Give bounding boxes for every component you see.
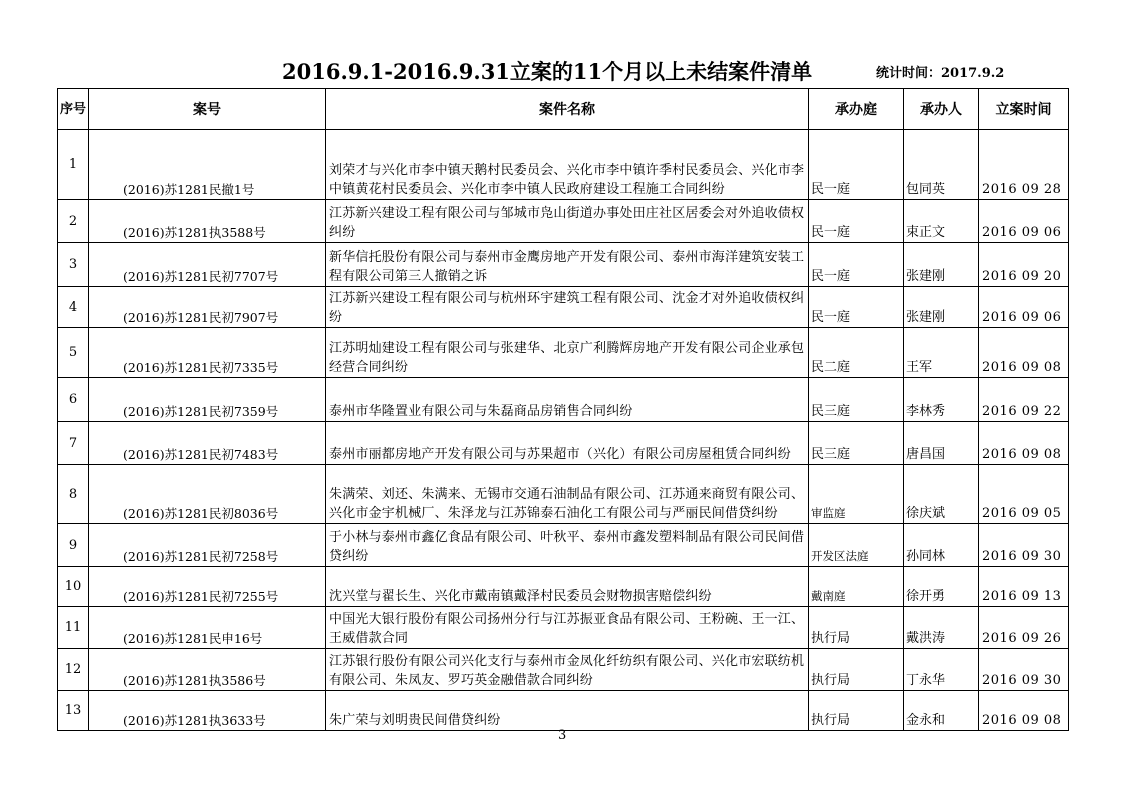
table-header-row [58,89,1069,130]
row-court: 开发区法庭 [809,524,904,567]
row-person: 张建刚 [904,243,979,287]
row-case-name: 泰州市丽都房地产开发有限公司与苏果超市（兴化）有限公司房屋租赁合同纠纷 [326,422,809,465]
row-court: 审监庭 [809,465,904,524]
table-row [58,328,1069,378]
row-person: 金永和 [904,691,979,731]
row-filing-date: 2016 09 28 [979,130,1069,200]
row-person: 丁永华 [904,649,979,691]
row-case-number: (2016)苏1281民初7258号 [89,524,326,567]
row-court: 民二庭 [809,328,904,378]
row-case-name: 江苏银行股份有限公司兴化支行与泰州市金凤化纤纺织有限公司、兴化市宏联纺机有限公司、朱凤友、罗巧英金融借款合同纠纷 [326,649,809,691]
header-filing-date: 立案时间 [979,89,1069,130]
page-number: 3 [558,728,567,743]
row-case-number: (2016)苏1281执3633号 [89,691,326,731]
document-title: 2016.9.1-2016.9.31立案的11个月以上未结案件清单 [282,59,813,84]
row-case-number: (2016)苏1281民申16号 [89,607,326,649]
row-filing-date: 2016 09 30 [979,649,1069,691]
row-person: 徐开勇 [904,567,979,607]
row-person: 唐昌国 [904,422,979,465]
table-row [58,465,1069,524]
row-filing-date: 2016 09 06 [979,287,1069,328]
row-seq: 12 [58,649,89,691]
row-court: 戴南庭 [809,567,904,607]
row-seq: 2 [58,200,89,243]
row-case-number: (2016)苏1281民初7483号 [89,422,326,465]
row-court: 民一庭 [809,287,904,328]
row-case-name: 江苏明灿建设工程有限公司与张建华、北京广利腾辉房地产开发有限公司企业承包经营合同纠纷 [326,328,809,378]
row-case-name: 朱广荣与刘明贵民间借贷纠纷 [326,691,809,731]
row-seq: 4 [58,287,89,328]
row-case-number: (2016)苏1281执3586号 [89,649,326,691]
row-case-name: 中国光大银行股份有限公司扬州分行与江苏振亚食品有限公司、王粉碗、王一江、王威借款合同 [326,607,809,649]
row-seq: 13 [58,691,89,731]
row-person: 王军 [904,328,979,378]
row-case-name: 于小林与泰州市鑫亿食品有限公司、叶秋平、泰州市鑫发塑料制品有限公司民间借贷纠纷 [326,524,809,567]
table-row [58,649,1069,691]
row-case-number: (2016)苏1281民初8036号 [89,465,326,524]
row-person: 戴洪涛 [904,607,979,649]
row-court: 民一庭 [809,200,904,243]
row-case-name: 沈兴堂与翟长生、兴化市戴南镇戴泽村民委员会财物损害赔偿纠纷 [326,567,809,607]
row-court: 执行局 [809,649,904,691]
row-filing-date: 2016 09 08 [979,691,1069,731]
row-court: 民三庭 [809,378,904,422]
row-case-number: (2016)苏1281民初7907号 [89,287,326,328]
row-person: 孙同林 [904,524,979,567]
row-seq: 11 [58,607,89,649]
row-case-name: 泰州市华隆置业有限公司与朱磊商品房销售合同纠纷 [326,378,809,422]
header-case-number: 案号 [89,89,326,130]
row-case-number: (2016)苏1281民初7335号 [89,328,326,378]
row-court: 民三庭 [809,422,904,465]
row-seq: 8 [58,465,89,524]
row-seq: 7 [58,422,89,465]
row-filing-date: 2016 09 13 [979,567,1069,607]
row-seq: 10 [58,567,89,607]
row-case-number: (2016)苏1281民初7255号 [89,567,326,607]
row-filing-date: 2016 09 05 [979,465,1069,524]
row-court: 民一庭 [809,243,904,287]
table-row [58,607,1069,649]
row-case-name: 朱满荣、刘还、朱满来、无锡市交通石油制品有限公司、江苏通来商贸有限公司、兴化市金宇机械厂、朱泽龙与江苏锦泰石油化工有限公司与严丽民间借贷纠纷 [326,465,809,524]
row-filing-date: 2016 09 26 [979,607,1069,649]
row-case-number: (2016)苏1281民撤1号 [89,130,326,200]
table-row [58,130,1069,200]
case-table [57,88,1069,731]
table-row [58,200,1069,243]
table-row [58,691,1069,731]
row-person: 包同英 [904,130,979,200]
row-seq: 1 [58,130,89,200]
header-seq: 序号 [58,89,89,130]
table-row [58,567,1069,607]
row-person: 张建刚 [904,287,979,328]
row-filing-date: 2016 09 30 [979,524,1069,567]
row-case-number: (2016)苏1281民初7707号 [89,243,326,287]
row-case-name: 江苏新兴建设工程有限公司与邹城市凫山街道办事处田庄社区居委会对外追收债权纠纷 [326,200,809,243]
header-court: 承办庭 [809,89,904,130]
table-row [58,378,1069,422]
row-person: 徐庆斌 [904,465,979,524]
row-case-number: (2016)苏1281执3588号 [89,200,326,243]
table-row [58,243,1069,287]
row-filing-date: 2016 09 08 [979,328,1069,378]
table-row [58,287,1069,328]
row-case-name: 刘荣才与兴化市李中镇天鹅村民委员会、兴化市李中镇许季村民委员会、兴化市李中镇黄花村民委员会、兴化市李中镇人民政府建设工程施工合同纠纷 [326,130,809,200]
row-case-name: 新华信托股份有限公司与泰州市金鹰房地产开发有限公司、泰州市海洋建筑安装工程有限公司第三人撤销之诉 [326,243,809,287]
row-filing-date: 2016 09 06 [979,200,1069,243]
row-case-name: 江苏新兴建设工程有限公司与杭州环宇建筑工程有限公司、沈金才对外追收债权纠纷 [326,287,809,328]
statistics-time: 统计时间：2017.9.2 [876,66,1005,81]
row-person: 束正文 [904,200,979,243]
table-row [58,524,1069,567]
row-court: 民一庭 [809,130,904,200]
row-filing-date: 2016 09 08 [979,422,1069,465]
row-seq: 5 [58,328,89,378]
row-seq: 6 [58,378,89,422]
row-person: 李林秀 [904,378,979,422]
row-case-number: (2016)苏1281民初7359号 [89,378,326,422]
header-person: 承办人 [904,89,979,130]
table-row [58,422,1069,465]
row-filing-date: 2016 09 20 [979,243,1069,287]
row-court: 执行局 [809,691,904,731]
row-court: 执行局 [809,607,904,649]
row-filing-date: 2016 09 22 [979,378,1069,422]
row-seq: 3 [58,243,89,287]
header-case-name: 案件名称 [326,89,809,130]
row-seq: 9 [58,524,89,567]
